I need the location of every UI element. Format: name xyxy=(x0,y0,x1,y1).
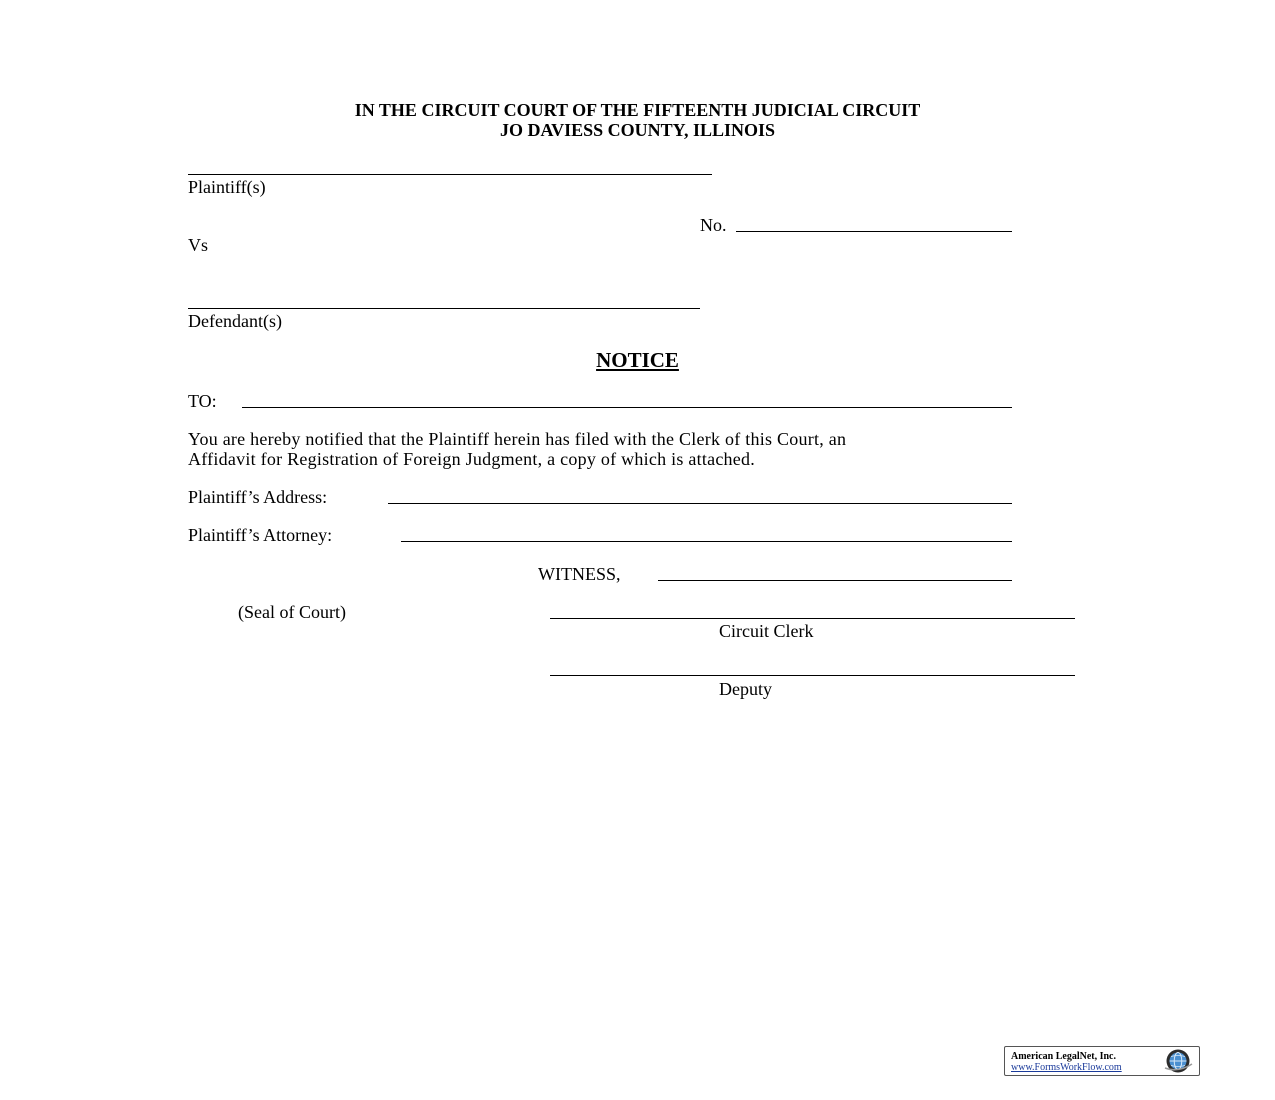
notice-title: NOTICE xyxy=(596,348,679,372)
witness-label: WITNESS, xyxy=(538,564,621,584)
footer-company: American LegalNet, Inc. xyxy=(1011,1051,1116,1062)
plaintiff-address-line[interactable] xyxy=(388,503,1012,504)
to-label: TO: xyxy=(188,391,217,411)
witness-line[interactable] xyxy=(658,580,1012,581)
notice-body-line2: Affidavit for Registration of Foreign Judgment, a copy of which is attached. xyxy=(188,449,756,469)
deputy-label: Deputy xyxy=(719,679,772,699)
deputy-signature-line[interactable] xyxy=(550,675,1075,676)
circuit-clerk-signature-line[interactable] xyxy=(550,618,1075,619)
to-line[interactable] xyxy=(242,407,1012,408)
case-number-line[interactable] xyxy=(736,231,1012,232)
vs-label: Vs xyxy=(188,235,209,255)
footer-url[interactable]: www.FormsWorkFlow.com xyxy=(1011,1062,1122,1073)
defendant-line[interactable] xyxy=(188,308,700,309)
seal-label: (Seal of Court) xyxy=(238,602,346,622)
county-heading: JO DAVIESS COUNTY, ILLINOIS xyxy=(499,120,776,140)
globe-icon xyxy=(1161,1048,1195,1074)
plaintiff-address-label: Plaintiff’s Address: xyxy=(188,487,328,507)
circuit-clerk-label: Circuit Clerk xyxy=(719,621,814,641)
plaintiff-attorney-label: Plaintiff’s Attorney: xyxy=(188,525,333,545)
court-heading: IN THE CIRCUIT COURT OF THE FIFTEENTH JUDICIAL CIRCUIT xyxy=(354,100,921,120)
plaintiff-line[interactable] xyxy=(188,174,712,175)
defendant-label: Defendant(s) xyxy=(188,311,282,331)
footer-badge[interactable] xyxy=(1004,1046,1200,1076)
notice-body-line1: You are hereby notified that the Plaintiff herein has filed with the Clerk of this Court, an xyxy=(188,429,847,449)
case-number-label: No. xyxy=(700,215,727,235)
plaintiff-label: Plaintiff(s) xyxy=(188,177,266,197)
plaintiff-attorney-line[interactable] xyxy=(401,541,1012,542)
